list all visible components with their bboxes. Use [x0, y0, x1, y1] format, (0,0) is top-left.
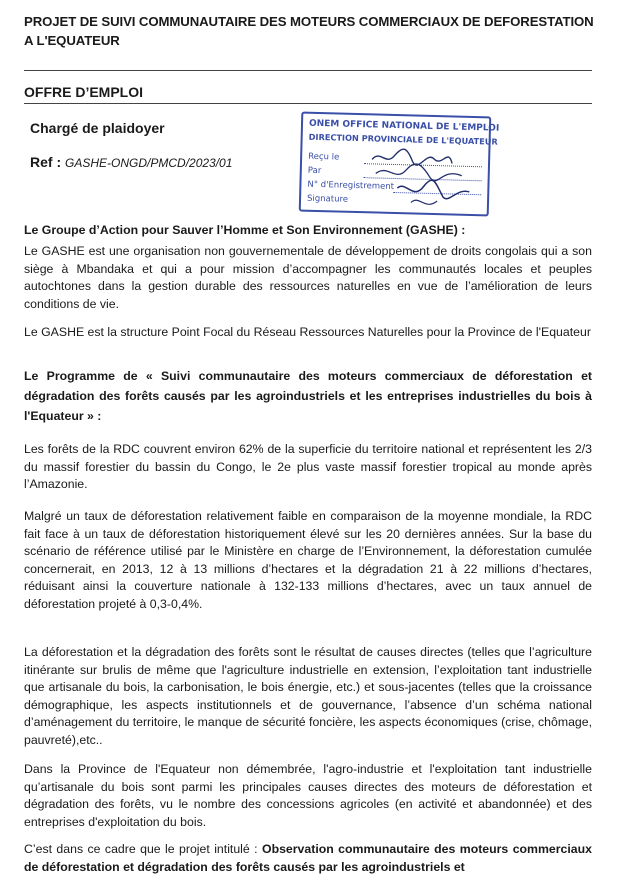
- offer-divider: [24, 103, 592, 104]
- project-title-inline: Observation communautaire des moteurs commerciaux de déforestation et dégradation des forêts causés par les agroindustriels et: [24, 842, 592, 874]
- position-title: Chargé de plaidoyer: [30, 120, 165, 136]
- header-divider: [24, 70, 592, 71]
- stamp-recu-label: Reçu le: [308, 151, 340, 163]
- reference-label: Ref :: [30, 154, 62, 170]
- stamp-dept-line: DIRECTION PROVINCIALE DE L'EQUATEUR: [308, 131, 498, 147]
- programme-heading: Le Programme de « Suivi communautaire des moteurs commerciaux de déforestation et dégradation des forêts causés par les agroindustriels et les entreprises industrielles du bois à l'Equateur » :: [24, 369, 592, 423]
- onem-stamp: [299, 112, 500, 217]
- paragraph-project-intro: [24, 841, 592, 876]
- paragraph-gashe-focal-point: Le GASHE est la structure Point Focal du Réseau Ressources Naturelles pour la Province de l'Equateur: [24, 325, 591, 339]
- handwritten-signature: [301, 114, 489, 215]
- project-intro-text: C’est dans ce cadre que le projet intitulé :: [24, 842, 262, 856]
- stamp-registration-label: N° d'Enregistrement: [307, 179, 395, 192]
- org-heading: Le Groupe d’Action pour Sauver l’Homme et Son Environnement (GASHE) :: [24, 223, 466, 237]
- paragraph-deforestation-causes: La déforestation et la dégradation des forêts sont le résultat de causes directes (telles que l’agriculture itinérante sur brulis de même que l'agriculture industrielle en extension, l’exploitation tant industrielle que artisanale du bois, la carbonisation, le bois énergie, etc.) et sous-jacentes (telles que la croissance démographique, les aspects institutionnels et de gouvernance, l’absence d’un schéma national d’aménagement du territoire, le manque de sécurité foncière, les aspects économiques (crise, chômage, pauvreté),etc..: [24, 645, 593, 747]
- paragraph-gashe-mission: Le GASHE est une organisation non gouvernementale de développement de droits congolais qui a son siège à Mbandaka et qui a pour mission d’accompagner les communautés locales et peuples autochtones dans la gestion durable des ressources naturelles en vue de l’amélioration de leurs conditions de vie.: [24, 244, 592, 311]
- paragraph-forest-coverage: Les forêts de la RDC couvrent environ 62% de la superficie du territoire national et représentent les 2/3 du massif forestier du bassin du Congo, le 2e plus vaste massif forestier tropical au monde après l’Amazonie.: [24, 442, 592, 492]
- paragraph-deforestation-rate: Malgré un taux de déforestation relativement faible en comparaison de la moyenne mondiale, la RDC fait face à un taux de déforestation historiquement élevé sur les 20 dernières années. Sur la base du scénario de référence utilisé par le Ministère en charge de l’Environnement, la déforestation cumulée concernerait, en 2013, 12 à 13 millions d’hectares et la dégradation 21 à 22 millions d’hectares, réduisant ainsi la couverture nationale à 132-133 millions d’hectares, avec un taux annuel de déforestation projeté à 0,3-0,4%.: [24, 509, 592, 611]
- reference-code: GASHE-ONGD/PMCD/2023/01: [65, 156, 233, 170]
- stamp-org-line: ONEM OFFICE NATIONAL DE L'EMPLOI: [308, 118, 500, 134]
- project-title: PROJET DE SUIVI COMMUNAUTAIRE DES MOTEURS COMMERCIAUX DE DEFORESTATION A L'EQUATEUR: [24, 14, 594, 48]
- paragraph-equateur-causes: Dans la Province de l'Equateur non démembrée, l'agro-industrie et l'exploitation tant industrielle qu’artisanale du bois sont parmi les principales causes directes des moteurs de déforestation et dégradation des forêts, vu le nombre des concessions agricoles (en activité et abandonnée) et des entreprises d'exploitation du bois.: [24, 762, 592, 829]
- job-offer-label: OFFRE D’EMPLOI: [24, 84, 143, 100]
- stamp-par-label: Par: [307, 165, 322, 177]
- stamp-signature-label: Signature: [306, 193, 349, 205]
- reference-line: [30, 154, 232, 170]
